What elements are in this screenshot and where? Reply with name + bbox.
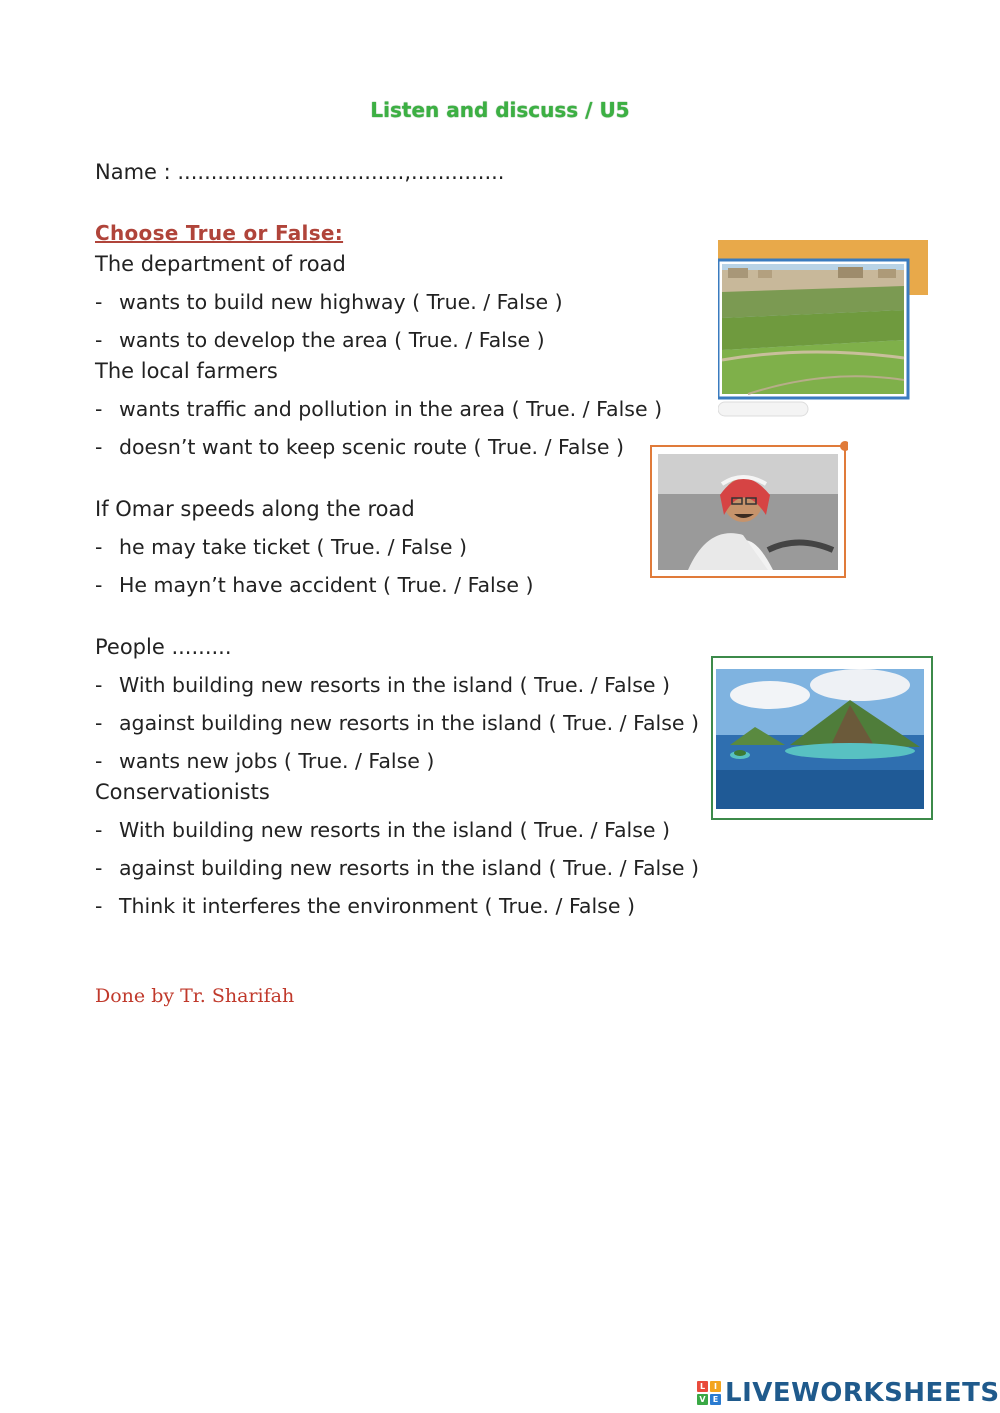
logo-block: L [697, 1381, 708, 1392]
list-item [95, 290, 563, 314]
item-text: Think it interferes the environment ( True. / False ) [119, 894, 635, 918]
item-text: doesn’t want to keep scenic route ( True. / False ) [119, 435, 624, 459]
item-text: wants to build new highway ( True. / False ) [119, 290, 563, 314]
list-item [95, 749, 434, 773]
dash-bullet: - [95, 711, 103, 735]
item-text: With building new resorts in the island ( True. / False ) [119, 673, 671, 697]
group-intro: If Omar speeds along the road [95, 497, 415, 521]
liveworksheets-logo [697, 1378, 1000, 1408]
list-item [95, 435, 624, 459]
item-text: wants traffic and pollution in the area ( True. / False ) [119, 397, 663, 421]
brand-name: LIVEWORKSHEETS [725, 1378, 1000, 1408]
list-item [95, 894, 635, 918]
driver-photo [648, 440, 848, 580]
dash-bullet: - [95, 435, 103, 459]
logo-block: V [697, 1394, 708, 1405]
list-item [95, 535, 467, 559]
item-text: against building new resorts in the island ( True. / False ) [119, 856, 700, 880]
dash-bullet: - [95, 749, 103, 773]
group-intro: Conservationists [95, 780, 270, 804]
dash-bullet: - [95, 894, 103, 918]
dash-bullet: - [95, 573, 103, 597]
logo-blocks-icon [697, 1381, 721, 1405]
group-intro: The local farmers [95, 359, 278, 383]
list-item [95, 397, 662, 421]
list-item [95, 573, 534, 597]
dash-bullet: - [95, 673, 103, 697]
list-item [95, 818, 670, 842]
group-intro: People ......... [95, 635, 232, 659]
island-photo [710, 655, 935, 823]
dash-bullet: - [95, 290, 103, 314]
dash-bullet: - [95, 818, 103, 842]
dash-bullet: - [95, 856, 103, 880]
item-text: With building new resorts in the island ( True. / False ) [119, 818, 671, 842]
group-intro: The department of road [95, 252, 346, 276]
section-heading: Choose True or False: [95, 221, 344, 245]
logo-block: I [710, 1381, 721, 1392]
dash-bullet: - [95, 397, 103, 421]
author-credit: Done by Tr. Sharifah [95, 985, 295, 1007]
list-item [95, 673, 670, 697]
item-text: He mayn’t have accident ( True. / False ) [119, 573, 534, 597]
item-text: wants new jobs ( True. / False ) [119, 749, 435, 773]
item-text: he may take ticket ( True. / False ) [119, 535, 467, 559]
item-text: wants to develop the area ( True. / False ) [119, 328, 545, 352]
name-field: Name : ..................................,.............. [95, 160, 505, 184]
list-item [95, 711, 699, 735]
list-item [95, 856, 699, 880]
farmland-photo [718, 240, 928, 420]
dash-bullet: - [95, 535, 103, 559]
page-title: Listen and discuss / U5 [370, 98, 630, 122]
item-text: against building new resorts in the island ( True. / False ) [119, 711, 700, 735]
dash-bullet: - [95, 328, 103, 352]
logo-block: E [710, 1394, 721, 1405]
list-item [95, 328, 545, 352]
